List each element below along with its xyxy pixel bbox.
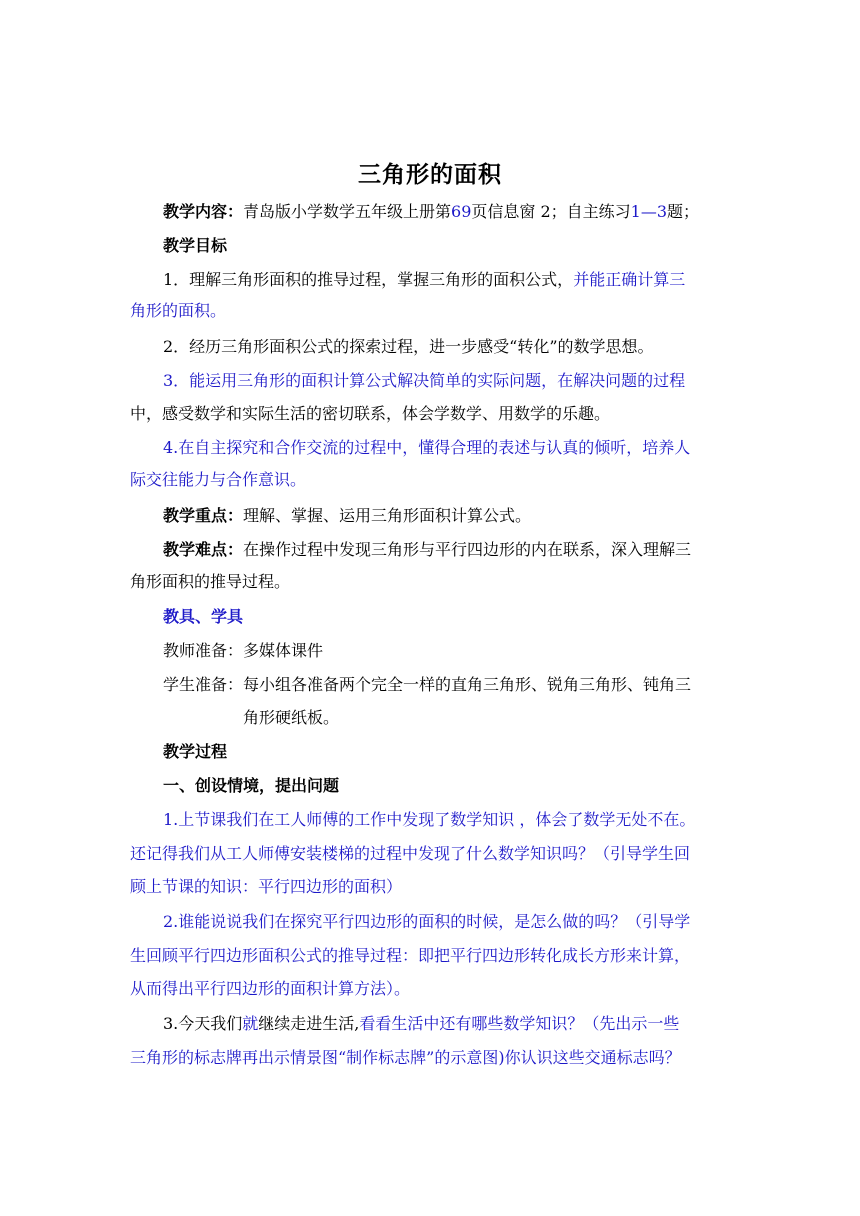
para-3-line-1 (163, 1013, 679, 1035)
goal-4-line-2: 际交往能力与合作意识。 (130, 470, 307, 489)
goal-1-line-1 (163, 269, 685, 291)
teaching-content-page-num: 69 (451, 202, 472, 221)
para-3-black-1: 3.今天我们 (163, 1014, 243, 1033)
key-point-label: 教学重点： (163, 506, 244, 525)
key-point-text: 理解、掌握、运用三角形面积计算公式。 (243, 506, 532, 525)
goals-heading: 教学目标 (163, 236, 228, 255)
para-2-line-1: 2.谁能说说我们在探究平行四边形的面积的时候，是怎么做的吗？（引导学 (163, 912, 691, 931)
goal-2: 2．经历三角形面积公式的探索过程，进一步感受“转化”的数学思想。 (163, 337, 654, 356)
goal-1-line-2: 角形的面积。 (130, 301, 227, 320)
key-point (163, 505, 531, 527)
tools-heading: 教具、学具 (163, 607, 244, 626)
para-1-line-1: 1.上节课我们在工人师傅的工作中发现了数学知识 ，体会了数学无处不在。 (163, 810, 696, 829)
teaching-content (163, 201, 699, 223)
teacher-prep: 教师准备：多媒体课件 (163, 641, 324, 660)
para-1-line-3: 顾上节课的知识：平行四边形的面积） (130, 877, 403, 896)
para-1-line-2: 还记得我们从工人师傅安装楼梯的过程中发现了什么数学知识吗？（引导学生回 (130, 844, 691, 863)
teaching-content-label: 教学内容： (163, 202, 244, 221)
para-3-blue-1: 就 (242, 1014, 259, 1033)
para-2-line-3: 从而得出平行四边形的面积计算方法）。 (130, 979, 411, 998)
para-3-blue-2: 看看生活中还有哪些数学知识？（先出示一些 (359, 1014, 680, 1033)
difficulty-line-1 (163, 539, 691, 561)
difficulty-text-1: 在操作过程中发现三角形与平行四边形的内在联系，深入理解三 (243, 540, 692, 559)
para-3-line-2 (130, 1047, 681, 1069)
process-heading: 教学过程 (163, 742, 228, 761)
student-prep-line-1: 学生准备：每小组各准备两个完全一样的直角三角形、锐角三角形、钝角三 (163, 675, 692, 694)
teaching-content-text-c: 题； (667, 202, 700, 221)
student-prep-line-2: 角形硬纸板。 (243, 708, 340, 727)
difficulty-line-2: 角形面积的推导过程。 (130, 572, 291, 591)
para-2-line-2: 生回顾平行四边形面积公式的推导过程：即把平行四边形转化成长方形来计算， (130, 946, 691, 965)
goal-1-black: 1．理解三角形面积的推导过程，掌握三角形的面积公式， (163, 270, 574, 289)
goal-3-line-1: 3．能运用三角形的面积计算公式解决简单的实际问题，在解决问题的过程 (163, 371, 686, 390)
teaching-content-text-b: 页信息窗 2；自主练习 (471, 202, 631, 221)
para-3-black-2: 继续走进生活, (258, 1014, 360, 1033)
difficulty-label: 教学难点： (163, 540, 244, 559)
para-3-blue-4: 你认识这些交通标志吗？ (504, 1048, 681, 1067)
para-3-blue-3: 三角形的标志牌再出示情景图“制作标志牌”的示意图) (130, 1048, 505, 1067)
section-1-heading: 一、创设情境，提出问题 (163, 776, 340, 795)
goal-1-blue: 并能正确计算三 (573, 270, 686, 289)
page-title: 三角形的面积 (358, 162, 502, 188)
goal-4-line-1: 4.在自主探究和合作交流的过程中，懂得合理的表述与认真的倾听，培养人 (163, 438, 691, 457)
teaching-content-range: 1—3 (630, 202, 668, 221)
goal-3-line-2: 中，感受数学和实际生活的密切联系，体会学数学、用数学的乐趣。 (130, 404, 611, 423)
teaching-content-text-a: 青岛版小学数学五年级上册第 (243, 202, 452, 221)
